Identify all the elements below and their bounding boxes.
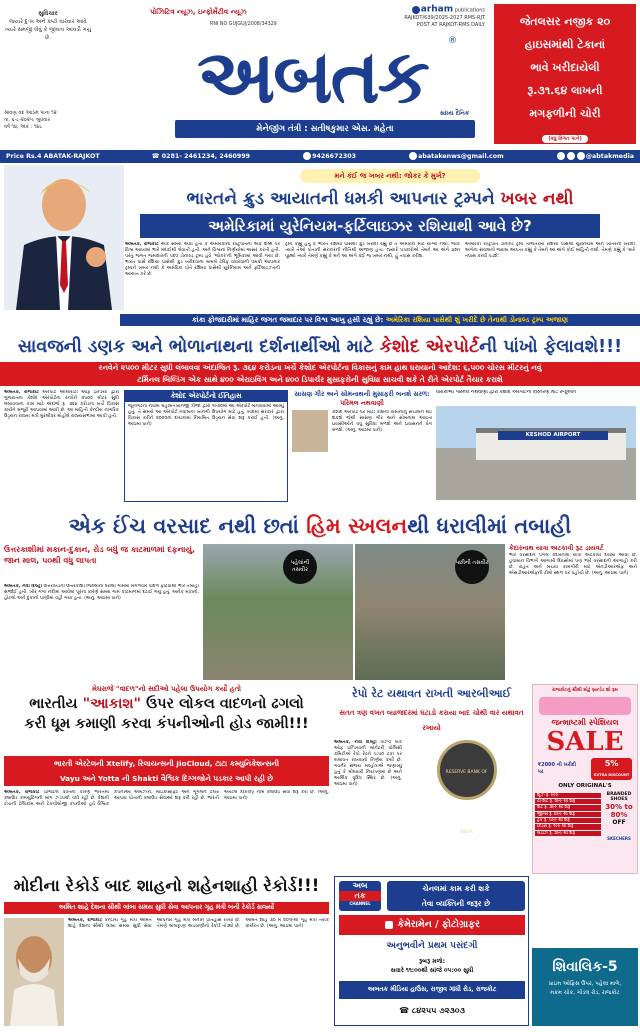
story1-headline-highlight: ખબર નથી [500, 189, 574, 209]
strip-highlight: અમેરિકા રશિયા પાસેથી શું ખરીદે છે તેનાથી ડોનાલ્ડ ટ્રમ્પ અજાણ [385, 316, 569, 324]
airport-mid-title-name: પરિમલ નથવાણી [340, 399, 384, 407]
janmashtami-sale-ad[interactable] [532, 684, 638, 874]
cloud-text: ડિજિટલ ક્રાંતિના કારણે ભારતમાં ક્લાઉડ કમ્પ્યુટિંગની માંગ ઝડપથી વધી રહી છે. દેશની ટોચની ટેલિકોમ અને ટેકનોલોજી કંપનીઓ હવે વૈશ્વિક કંપનીઓ એમેઝોન, માઇક્રોસોફ્ટ અને ગૂગલને ટક્કર આપવા પોતાની ક્લાઉડ સેવાઓ શરૂ કરી રહી છે. ભારતી એરટેલે Xtelify નામે ક્લાઉડ સેવા શરૂ કરી છે. (અનુ. આઠમા પાને) [4, 790, 329, 807]
shah-subheadline: અમિત શાહે દેશના સૌથી લાંબા સમય સુધી સેવા આપનાર ગૃહ મંત્રી બની રેકોર્ડ સર્જ્યો [4, 902, 329, 914]
rbi-body [334, 740, 402, 870]
airport-history-text: જૂનાગઢના નવાબ મહાબતખાનજી ત્રીજા દ્વારા ૧૯૩૦માં આ એરપોર્ટ બનાવવામાં આવ્યું હતું. તે સમયે આ એરપોર્ટ નવાબના ખાનગી ઉપયોગ માટે હતું. બાદમાં સરકાર દ્વારા વિકાસ કરીને ૨૦૦૦ના દાયકામાં નિયમિત ઉડ્ડયન સેવા શરૂ કરાઈ હતી. (અનુ. આઠમા પાને) [128, 404, 284, 427]
rbi-subheadline: સતત ત્રણ વખત વ્યાજદરમાં ઘટાડો કરાયા બાદ ચોથી વાર યથાવત રખાયો [339, 709, 524, 732]
arham-pub: publications [454, 7, 485, 14]
airport-history-title: કેશોદ એરપોર્ટનો ઈતિહાસ [125, 391, 287, 402]
date-line-1: શ્રાવણ વદ આઠમ પાના ૧૨ [4, 110, 57, 116]
mobile[interactable] [302, 150, 356, 163]
shah-headline[interactable]: મોદીના રેકોર્ડ બાદ શાહનો શહેનશાહી રેકોર્ડ!!! [13, 876, 320, 895]
date-line-3: વર્ષ ૧૪, અંક : ૧૪૮ [4, 124, 43, 130]
sale-offer-2b: EXTRA DISCOUNT [593, 772, 630, 777]
arham-block [360, 6, 485, 29]
trump-photo [4, 165, 124, 310]
email[interactable] [408, 150, 504, 163]
sale-row: શૂઝ રૂ. ૯૯૯ [535, 793, 601, 798]
cloud-headline[interactable] [4, 694, 329, 754]
story1-headline-part: ભારતને ક્રુડ આયાતની ધમકી આપનાર ટ્રમ્પને [186, 189, 501, 209]
channel-job-ad[interactable] [334, 876, 529, 1026]
sale-branded: BRANDED SHOES [606, 791, 632, 803]
kedarnath-side-story [509, 544, 637, 680]
rni-number: RNI NO GUJGUJ/2008/34329 [210, 22, 277, 27]
channel-phone[interactable]: ☎ ૮૪૨૫૫ ૭૨૩૦૩ [399, 1006, 465, 1015]
corner-line: મગફળીની ચોરી [529, 107, 601, 120]
corner-headline-box[interactable] [494, 4, 636, 144]
arham-logo: arham [420, 4, 454, 15]
airport-body [4, 390, 119, 502]
shivalik-line-1: પ્રાઇમ ઓફિસ ઉપર, પહેલા માળે, [548, 981, 622, 987]
cloud-headline-part: ભારતીય [29, 696, 83, 712]
snow-dateline: અબતક, નવી દિલ્હી [4, 584, 42, 589]
story1-headline[interactable] [120, 186, 640, 212]
sale-brand: રાજકોટનું સૌથી મોટું બ્રાન્ડેડ શો રૂમ [552, 688, 618, 693]
nathwani-photo [292, 410, 328, 452]
arham-line-2: POST AT RAJKOT-RMS DAILY [416, 21, 485, 28]
sale-row: શર્ટ રૂ. ૩૯૯ થી શરૂ [535, 805, 601, 810]
channel-logo-top: અબ [352, 881, 368, 890]
tagline: પોઝિટિવ ન્યૂઝ, ઇન્ફોર્મેટીવ ન્યૂઝ [150, 8, 247, 16]
cloud-body [4, 790, 329, 868]
cloud-headline-line2: કરી ધૂમ કમાણી કરવા કંપનીઓની હોડ જામી!!! [24, 716, 309, 732]
airport-sign: KESHOD AIRPORT [498, 431, 608, 440]
rbi-seal-block [404, 740, 529, 870]
kedarnath-text: ભારે વરસાદને પગલે કેદારનાથ યાત્રા અટકાવી દેવામાં આવી છે. હવામાન વિભાગે આગામી દિવસોમાં પણ ભારે વરસાદની આગાહી કરી છે. રાહત અને બચાવ કામગીરી માટે એનડીઆરએફ અને એસડીઆરએફની ટીમો સ્થળ પર પહોંચી છે. (અનુ. આઠમા પાને) [509, 553, 637, 576]
camera-icon [385, 921, 393, 929]
shivalik-title: શિવાલિક-5 [552, 959, 618, 975]
sale-offer-2: 5% [604, 758, 619, 768]
channel-contact-time: સવારે ૧૧:૦૦થી સાંજે ૦૫:૦૦ સુધી [390, 967, 474, 974]
sale-row: કિડ્સ રૂ. ૧૯૯ થી શરૂ [535, 824, 601, 829]
abtak-channel-logo [339, 881, 381, 911]
cloud-kicker: મેઘરાજે "વાદળ"નો સદીઓ પહેલા ઉપયોગ કર્યો હતો [92, 685, 241, 693]
airport-sub-line-1: રનવેને ૨૫૦૦ મીટર સુધી લંબાવવા અંદાજિત રૂ. ૩૬૪ કરોડના ખર્ચે કેશોદ એરપોર્ટના વિકાસનું કામ હાથ ધરાયાનો આદેશ: ૬,૫૦૦ ચોરસ મીટરનું નવું [98, 363, 542, 372]
rbi-dateline: અબતક, નવી દિલ્હી [334, 740, 377, 745]
airport-dateline: અબતક, રાજકોટ [4, 390, 39, 395]
thought-box [4, 10, 92, 88]
sale-row: જીન્સ રૂ. ૪૯૯ થી શરૂ [535, 812, 601, 817]
cloud-headline-end: ઉપર લોકલ વાદળનો ઢગલો [141, 696, 304, 712]
airport-sub-line-2: ટર્મિનલ બિલ્ડિંગ એક સાથે ૪૦૦ એરાઇવિંગ અને ૪૦૦ ડિપાર્ચર મુસાફરોની સુવિધા સાચવી શકે તે રીતે એરપોર્ટ તૈયાર કરાશે [137, 375, 503, 384]
shah-dateline: અબતક, રાજકોટ [68, 918, 103, 923]
airport-headline-highlight: કેશોદ એરપોર્ટ [379, 337, 480, 357]
rbi-headline[interactable]: રેપો રેટ યથાવત રાખતી આરબીઆઈ [351, 687, 512, 700]
airport-mid-story [292, 390, 432, 502]
before-label: પહેલાંની તસવીર [283, 550, 317, 584]
airport-photo [436, 406, 636, 500]
date-line-2: તા. ૬-૮-૨૦૨૫, બુધવાર [4, 117, 51, 123]
price: Price Rs.4 ABATAK-RAJKOT [6, 153, 100, 160]
story1-kicker: મને કંઈ જ ખબર નથી: જોકર કે મુર્ખ? [300, 169, 480, 183]
snow-body [4, 584, 199, 680]
phone[interactable]: ☎ 0281- 2461234, 2460999 [151, 153, 251, 160]
cloud-dateline: અબતક, રાજકોટ [4, 790, 40, 795]
snow-before-photo [203, 544, 353, 680]
story1-headline2[interactable]: અમેરિકામાં યુરેનિયમ-ફર્ટિલાઇઝર રશિયાથી આવે છે? [140, 214, 600, 238]
snow-headline[interactable] [4, 510, 636, 542]
channel-contact-title: રૂબરૂ મળો: [418, 958, 446, 965]
corner-line: રૂ.૩૧.૬૪ લાખની [527, 84, 603, 97]
sale-off: OFF [612, 818, 626, 826]
channel-logo-word: CHANNEL [349, 901, 371, 906]
email-address: abatakenws@gmail.com [418, 153, 504, 160]
mobile-number: 9426672303 [312, 153, 356, 160]
strip-part: કાંકા ફોજદારીમાં માહિર જગત જમાદાર પર વિશ્વ આખુ હસી રહ્યું છે: [191, 316, 386, 324]
sale-percentage: 30% to 80% [605, 802, 633, 819]
cloud-strip-line-1: ભારતી એરટેલની Xtelify, રિલાયન્સની JioCloud, ટાટા કમ્યુનિકેશન્સની [54, 759, 279, 768]
snow-headline-part: એક ઈંચ વરસાદ નથી છતાં [68, 514, 307, 538]
snow-text: ઉત્તરાખંડના ઉત્તરકાશી જિલ્લાના ધરાલી ગામમાં મંગળવારે વાદળ ફાટવાથી ભારે તબાહી સર્જાઈ હતી. ખીર ગંગા નદીમાં આવેલા પૂરના કારણે સમગ્ર ગામ કાટમાળમાં દટાઈ ગયું હતું. અનેક મકાનો, હોટલો અને દુકાનો પાણીમાં વહી ગયા હતા. (અનુ. આઠમા પાને) [4, 584, 199, 601]
corner-line: જેતલસર નજીક ૨૦ [519, 15, 611, 28]
airport-photo-caption: ધારાસભ્ય પરિમલ નથવાણી દ્વારા કેશોદ એરપોર્ટના વિસ્તરણ માટે રજૂઆત [436, 390, 576, 395]
sale-skechers: SKECHERS [607, 836, 631, 842]
shah-text: કેન્દ્રીય ગૃહ મંત્રી અમિત શાહે દેશના સૌથી લાંબા સમય સુધી સેવા આપનાર ગૃહ મંત્રી બનીને ઇતિહાસ રચ્યો છે. તેમણે લાલકૃષ્ણ અડવાણીનો રેકોર્ડ તોડ્યો છે. અમિત શાહ ૩૦ મે ૨૦૧૯થી ગૃહ મંત્રી તરીકે કાર્યરત છે. (અનુ. આઠમા પાને) [68, 918, 329, 929]
cloud-headline-highlight: "આકાશ" [82, 696, 142, 712]
story1-text: એક સમય એવો હતો કે અમેરિકાના રાષ્ટ્રપતિના એક શબ્દ પર વિશ્વ આખામાં ભારે મંદાઈથી લેવાતી હતી. અને વિશ્વનાં નિર્ણયોમાં અસર કરતી હતી. પરંતુ જગત જમાદારની પદ્ધ ડોનાલ્ડ ટ્રમ્પ હવે 'જોકર'ની ભૂમિકામાં આવી ગયા છે. ભારત પાસે રશિયા પાસેથી ક્રુડ ખરીદવાના મામલે ટેરિફ વધારવાની ધમકી આપનાર ટ્રમ્પને ખબર નથી કે અમેરિકા પોતે રશિયા પાસેથી યુરેનિયમ અને ફર્ટિલાઇઝરની આયાત કરે છે. [125, 242, 280, 277]
arham-line-1: RAJKOT/639/2025-2027 RMS-RJT [404, 14, 485, 21]
snow-subheadline: ઉત્તરકાશીમાં મકાન-દુકાન, રોડ બધું જ કાટમાળમાં દફનાયું, જાન માલ, ૫૦થી વધુ લાપતા [4, 545, 196, 565]
story1-body-3: અમેરિકી રાષ્ટ્રપતિ ડોનાલ્ડ ટ્રમ્પે તાજેતરમાં રશિયા પાસેથી યુરેનિયમ અને ખાતરની ખરીદી અંગેના સવાલનો જવાબ આપતા કહ્યું કે તેમને આ અંગે કોઈ માહિતી નથી. તેમણે કહ્યું કે 'મારે તપાસ કરવી પડશે'. [465, 242, 635, 259]
instagram-icon [567, 152, 575, 160]
corner-line: હાઇસમાંથી ટેકાનાં [524, 38, 606, 51]
sale-word: SALE [546, 726, 624, 757]
story1-body [125, 242, 280, 310]
airport-subheadline [0, 362, 640, 386]
sale-title: જન્માષ્ટમી સ્પેશિયલ [551, 717, 619, 727]
thought-text: જ્યારે દુઃખ અને કષ્ટો વારંવાર આવે ત્યારે સમજી લેવું કે જીવતા આવડી ગયું છે. [4, 19, 92, 41]
kedarnath-title: કેદારનાથ યાત્રા અટકાવી રૂટ ડાયવર્ટ [509, 544, 604, 552]
airport-mid-title: સાસણ ગીર અને સોમનાથની મુસાફરી બનશે સરળ: [294, 390, 430, 398]
youtube-icon [577, 152, 585, 160]
snow-headline-highlight: હિમ સ્ખલન [306, 514, 408, 538]
airport-photo-block [436, 390, 636, 502]
corner-line: ભાવે ખરીદાયેલી [530, 61, 600, 74]
airport-text: એરપોર્ટ ઓથોરીટી ઓફ ઇન્ડિયા દ્વારા ગુજરાતના કેશોદ એરપોર્ટના રનવેને ૨૫૦૦ મીટર સુધી લંબાવવાના કામ માટે અંદાજે રૂ. ૩૬૪ કરોડના ખર્ચે વિકાસ કાર્યને મંજૂરી આપવામાં આવી છે. આ માહિતી કેન્દ્રીય નાગરિક ઉડ્ડયન રાજ્ય મંત્રી મુરલીધર મોહોલે રાજ્યસભામાં આપી હતી. [4, 390, 119, 419]
channel-logo-bottom: તક [339, 891, 381, 901]
cloud-strip [4, 756, 329, 786]
channel-job-title: કેમેરામેન / ફોટોગ્રાફર [397, 919, 480, 930]
thought-title: સુવિચાર [38, 10, 58, 17]
channel-address: અબતક મીડિયા હાઉસ, રાજીવ ગાંધી રોડ, રાજકોટ [339, 981, 525, 999]
airport-mid-text: કેશોદ એરપોર્ટ પર મોટી કક્ષાના વિમાનોનું સંચાલન થઇ શકશે જેથી સાસણ ગીર અને સોમનાથ આવતા પ્રવાસીઓને વધુ સુવિધા મળશે અને પ્રવાસનને વેગ મળશે. (અનુ. આઠમા પાને) [332, 410, 432, 433]
date-box [4, 110, 99, 131]
story1-bottom-strip[interactable] [120, 314, 640, 326]
story1-dateline: અબતક, રાજકોટ [125, 242, 159, 247]
amit-shah-photo [4, 918, 64, 1026]
facebook-icon [557, 152, 565, 160]
sale-offer-1: ₹2000 ની ખરીદી પર [537, 762, 577, 775]
story1-body-2: ટ્રમ્પે કહ્યું હતું કે ભારત રશિયા પાસેથી ક્રુડ ખરીદી રહ્યું છે તે અમેરિકા માટે યોગ્ય નથી. જોકે ત્યારે તેઓ પોતાની સરકારની નીતિથી અજાણ હતા. જ્યારે પત્રકારોએ તેમને આ અંગે પ્રશ્ન પૂછ્યો ત્યારે તેમણે કહ્યું કે મને આ અંગે કંઈ જ ખબર નથી, હું તપાસ કરીશ. [285, 242, 460, 259]
masthead [0, 0, 640, 150]
mail-icon [409, 152, 417, 160]
corner-note: (વધુ વિગત પાને) [542, 135, 588, 143]
shah-body [68, 918, 329, 1026]
whatsapp-icon [303, 152, 311, 160]
channel-line-1: ચેનલમાં કામ કરી શકે [422, 884, 490, 893]
airport-headline-part: સાવજની ડણક અને ભોળાનાથના દર્શનાર્થીઓ માટે [17, 337, 380, 357]
rbi-seal-icon: RESERVE BANK OF INDIA [437, 740, 497, 800]
airport-history-box [124, 390, 288, 502]
sale-row: ટી-શર્ટ રૂ. ૨૯૯ થી શરૂ [535, 799, 601, 804]
registered-mark: ® [448, 36, 457, 46]
after-label: પછીની તસવીર [455, 550, 489, 584]
channel-preference: અનુભવીને પ્રથમ પસંદગી [386, 941, 478, 951]
social-handle: @abtakmedia [585, 153, 634, 160]
newspaper-logo: અબતક [197, 34, 428, 120]
shivalik-ad[interactable] [532, 948, 638, 1026]
edition-label: સાંધ્ય દૈનિક [440, 110, 470, 117]
cloud-strip-line-2: Vayu અને Yotta ની Shakti વૈશ્વિક દિગ્ગજોને પડકાર આપી રહી છે [59, 774, 274, 783]
airport-headline[interactable] [4, 334, 636, 360]
arham-icon [412, 6, 420, 14]
managing-editor: મેનેજીંગ તંત્રી : સતીષકુમાર એસ. મહેતા [175, 120, 475, 138]
shivalik-line-2: મકમ ચોક, ગોંડલ રોડ, રાજકોટ [550, 990, 620, 996]
channel-line-2: તેવા વ્યક્તિની જરૂર છે [421, 899, 491, 908]
sale-originals: ONLY ORIGINAL'S [558, 782, 612, 789]
sale-row: લેડીઝ રૂ. ૨૯૯ થી શરૂ [535, 831, 601, 836]
snow-after-photo [355, 544, 505, 680]
sale-row: ટ્રેક રૂ. ૫૯૯ થી શરૂ [535, 818, 601, 823]
social[interactable] [556, 150, 634, 163]
snow-headline-end: થી ધરાલીમાં તબાહી [407, 514, 572, 538]
airport-headline-end: ની પાંખો ફેલાવશે!!! [479, 337, 623, 357]
rbi-text: રિઝર્વ બેંક ઓફ ઇન્ડિયાની મોનેટરી પોલિસી કમિટીએ રેપો રેટને ૫.૫૦ ટકા પર યથાવત રાખવાનો નિર્ણય કર્યો છે. ગવર્નર સંજય મલ્હોત્રાએ જણાવ્યું હતું કે મોંઘવારી નિયંત્રણમાં છે અને આર્થિક વૃદ્ધિ સ્થિર છે. (અનુ. આઠમા પાને) [334, 740, 402, 787]
price-contact-bar [0, 150, 640, 163]
